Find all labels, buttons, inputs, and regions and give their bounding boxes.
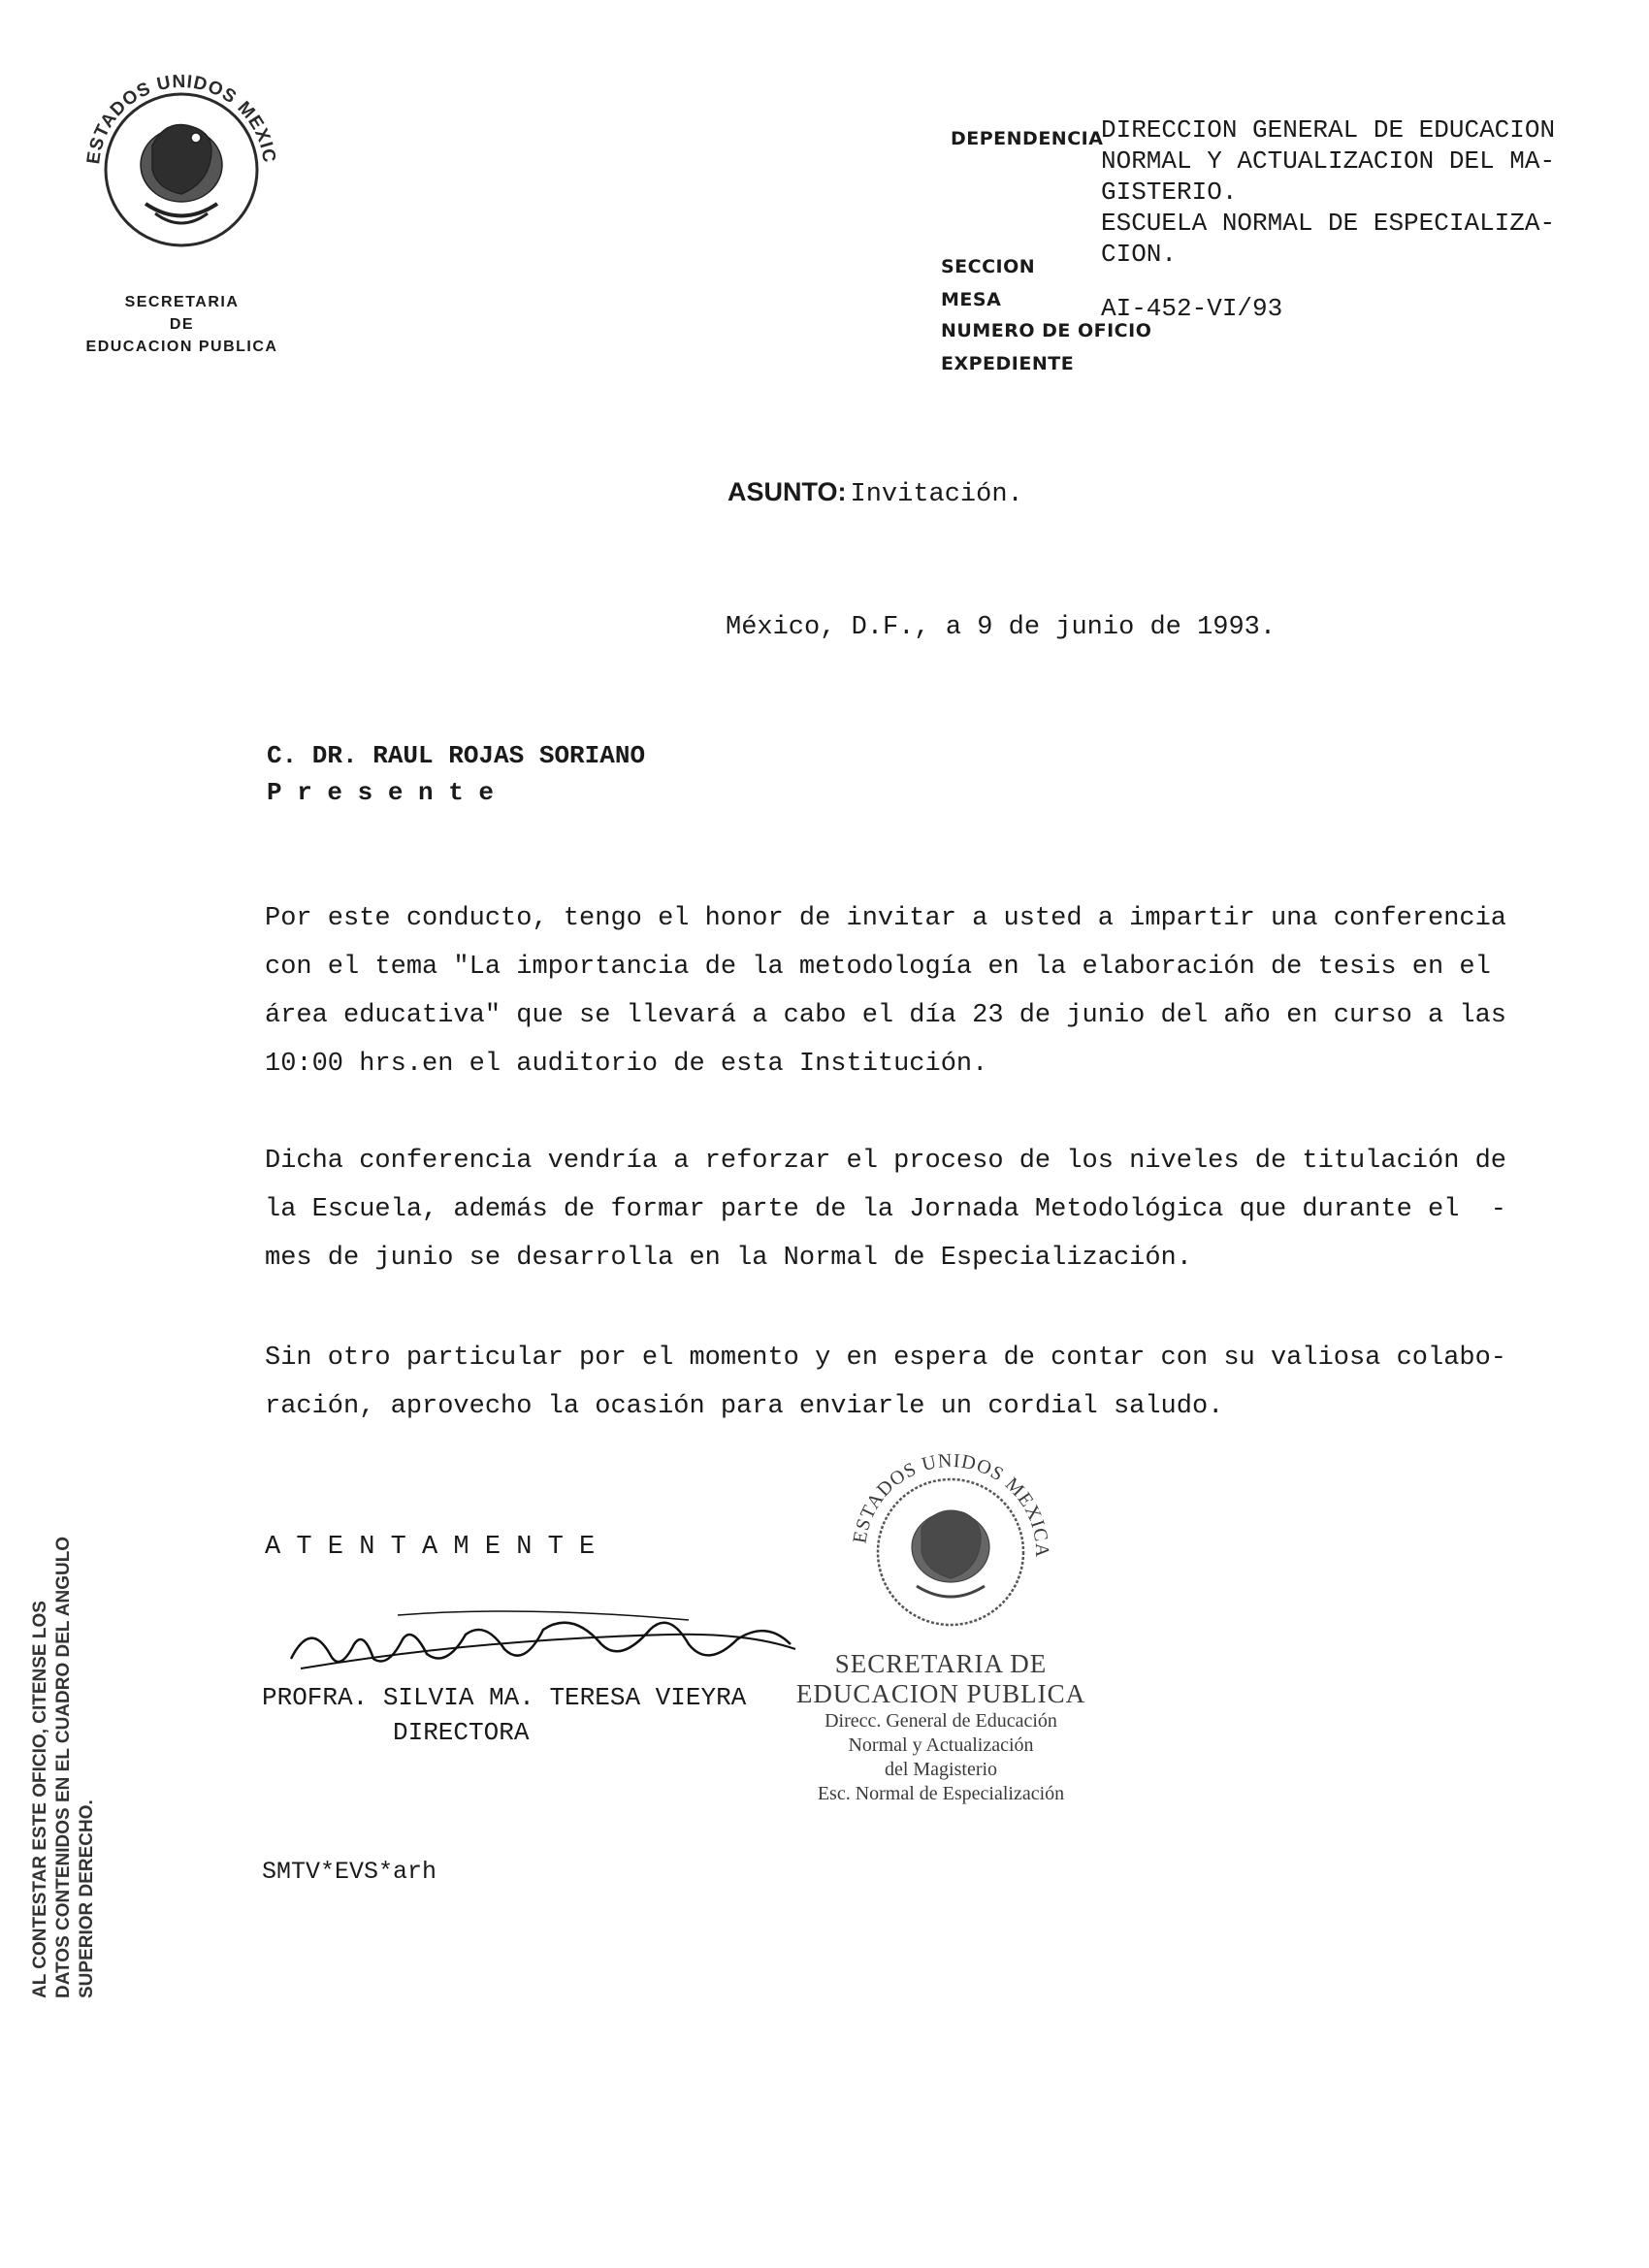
- stamp-sub-line: Normal y Actualización: [848, 1734, 1034, 1756]
- stamp-ring-text: ESTADOS UNIDOS MEXICA: [849, 1450, 1053, 1559]
- paragraph-line: ración, aprovecho la ocasión para enviarle un cordial saludo.: [265, 1392, 1224, 1421]
- seal-caption-line: DE: [169, 316, 195, 333]
- paragraph-1: [265, 894, 1506, 1088]
- seal-secretaria-caption: [58, 291, 306, 358]
- paragraph-line: Por este conducto, tengo el honor de invitar a usted a impartir una conferencia: [265, 904, 1507, 933]
- dependencia-line: GISTERIO.: [1101, 178, 1238, 207]
- initials: SMTV*EVS*arh: [262, 1858, 437, 1886]
- atentamente: A T E N T A M E N T E: [265, 1533, 596, 1562]
- recipient-presente: P r e s e n t e: [267, 778, 495, 807]
- date-line: México, D.F., a 9 de junio de 1993.: [726, 613, 1277, 642]
- eagle-stamp-icon: [834, 1450, 1067, 1654]
- paragraph-line: mes de junio se desarrolla en la Normal de Especialización.: [265, 1244, 1192, 1273]
- mesa-label: MESA: [941, 289, 1002, 310]
- paragraph-line: Sin otro particular por el momento y en espera de contar con su valiosa colabo-: [265, 1344, 1507, 1373]
- signer-block: [262, 1680, 746, 1750]
- dependencia-line: CION.: [1101, 240, 1178, 269]
- signer-name: PROFRA. SILVIA MA. TERESA VIEYRA: [262, 1683, 747, 1712]
- stamp-sub-line: Esc. Normal de Especialización: [817, 1783, 1065, 1804]
- dependencia-line: NORMAL Y ACTUALIZACION DEL MA-: [1101, 146, 1556, 176]
- dependencia-line: DIRECCION GENERAL DE EDUCACION: [1101, 115, 1556, 145]
- header-seal: [60, 58, 303, 281]
- recipient-name: C. DR. RAUL ROJAS SORIANO: [267, 741, 646, 770]
- paragraph-3: [265, 1334, 1506, 1431]
- stamp-text-block: [766, 1649, 1116, 1806]
- margin-note: [29, 1455, 99, 1998]
- paragraph-line: Dicha conferencia vendría a reforzar el proceso de los niveles de titulación de: [265, 1147, 1507, 1176]
- margin-note-line: DATOS CONTENIDOS EN EL CUADRO DEL ANGULO: [53, 1536, 74, 1998]
- stamp-line-2: EDUCACION PUBLICA: [795, 1679, 1086, 1708]
- subject-line: [728, 477, 1023, 509]
- signature-scribble-icon: [281, 1601, 805, 1688]
- subject-value: Invitación.: [850, 480, 1023, 509]
- paragraph-line: la Escuela, además de formar parte de la Jornada Metodológica que durante el -: [265, 1195, 1507, 1224]
- paragraph-line: 10:00 hrs.en el auditorio de esta Institución.: [265, 1050, 988, 1079]
- dependencia-value: [1101, 114, 1555, 270]
- seccion-label: SECCION: [941, 256, 1036, 277]
- margin-note-line: AL CONTESTAR ESTE OFICIO, CITENSE LOS: [30, 1601, 50, 1998]
- signature: [281, 1601, 805, 1688]
- dependencia-line: ESCUELA NORMAL DE ESPECIALIZA-: [1101, 209, 1556, 238]
- paragraph-line: área educativa" que se llevará a cabo el día 23 de junio del año en curso a las: [265, 1001, 1507, 1030]
- margin-note-line: SUPERIOR DERECHO.: [77, 1799, 97, 1998]
- official-stamp: [834, 1450, 1067, 1654]
- seal-ring-text: ESTADOS UNIDOS MEXIC: [83, 71, 279, 166]
- expediente-label: EXPEDIENTE: [941, 353, 1075, 374]
- oficio-label: NUMERO DE OFICIO: [941, 320, 1152, 341]
- seal-caption-line: EDUCACION PUBLICA: [85, 339, 278, 355]
- recipient-block: [267, 737, 645, 811]
- eagle-seal-icon: [60, 58, 303, 281]
- stamp-line-1: SECRETARIA DE: [834, 1649, 1048, 1678]
- stamp-sub-line: del Magisterio: [884, 1759, 998, 1780]
- oficio-value: AI-452-VI/93: [1101, 294, 1283, 323]
- subject-label: ASUNTO:: [728, 477, 847, 506]
- paragraph-line: con el tema "La importancia de la metodología en la elaboración de tesis en el: [265, 953, 1491, 982]
- stamp-sub-line: Direcc. General de Educación: [824, 1710, 1057, 1732]
- paragraph-2: [265, 1137, 1506, 1282]
- seal-caption-line: SECRETARIA: [124, 294, 240, 310]
- dependencia-label: DEPENDENCIA: [951, 128, 1104, 149]
- signer-title: DIRECTORA: [393, 1718, 530, 1747]
